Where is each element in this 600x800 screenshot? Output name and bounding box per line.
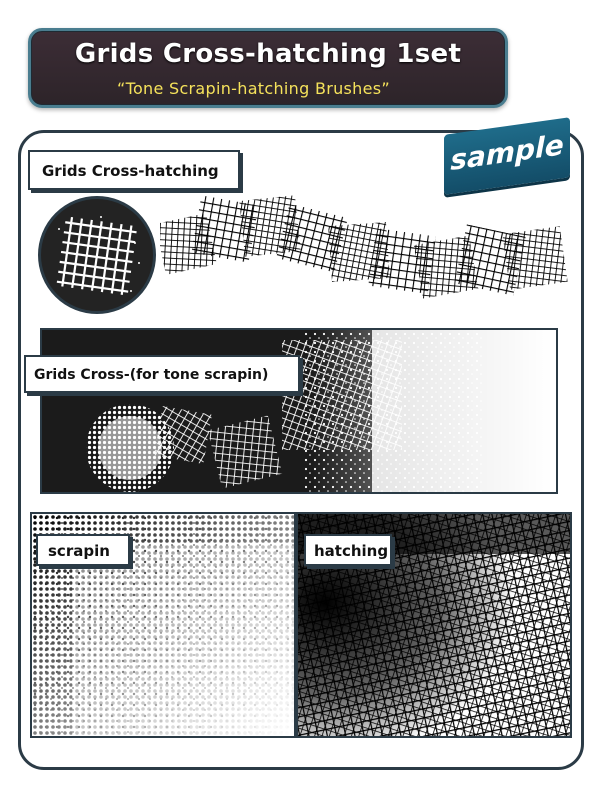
grid-stroke-sample [160,190,580,310]
label-hatching: hatching [304,534,392,566]
banner-subtitle: “Tone Scrapin-hatching Brushes” [117,79,390,98]
label-grids-crosshatching: Grids Cross-hatching [28,150,240,190]
banner-title: Grids Cross-hatching 1set [74,39,462,69]
title-banner [28,28,508,108]
label-grids-cross-tone: Grids Cross-(for tone scrapin) [24,355,300,393]
brush-circle-preview [38,196,156,314]
circle-grid-icon [41,199,153,311]
tone-scrapin-panel [40,328,558,494]
sample-badge-text: sample [450,128,564,177]
label-scrapin: scrapin [36,534,130,566]
